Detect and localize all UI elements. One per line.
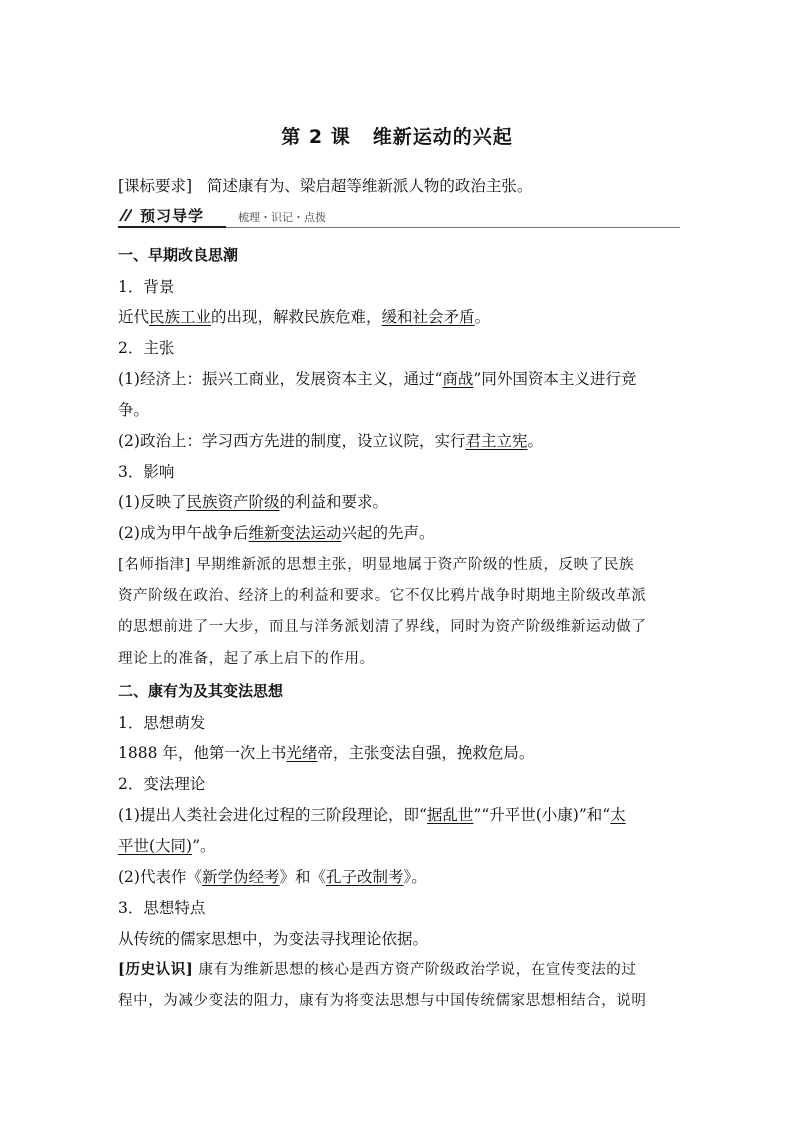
underlined-term: 民族工业 <box>149 308 212 326</box>
note-line: 资产阶级在政治、经济上的利益和要求。它不仅比鸦片战争时期地主阶级改革派 <box>118 588 647 604</box>
curriculum-requirement <box>118 174 532 196</box>
paragraph <box>118 367 636 389</box>
note-line: 的思想前进了一大步，而且与洋务派划清了界线，同时为资产阶级维新运动做了 <box>118 619 647 635</box>
text-span: 兴起的先声。 <box>341 524 435 542</box>
text-span: (1)经济上：振兴工商业，发展资本主义，通过“ <box>118 370 443 388</box>
note-text: 早期维新派的思想主张，明显地属于资产阶级的性质，反映了民族 <box>196 557 635 573</box>
text-span: 1888 年，他第一次上书 <box>118 744 287 762</box>
subheading: 3．影响 <box>118 463 175 481</box>
text-span: (2)政治上：学习西方先进的制度，设立议院，实行 <box>118 432 466 450</box>
note-line <box>118 958 636 979</box>
underlined-term: 民族资产阶级 <box>186 493 280 511</box>
section-banner <box>118 204 680 228</box>
text-span: (1)提出人类社会进化过程的三阶段理论，即“ <box>118 806 427 824</box>
underlined-term: 光绪 <box>286 744 318 762</box>
underlined-term: 孔子改制考 <box>326 868 404 886</box>
underlined-term: 维新变法运动 <box>248 524 342 542</box>
paragraph <box>118 521 435 543</box>
underlined-term: 据乱世 <box>426 806 474 824</box>
note-line: 理论上的准备，起了承上启下的作用。 <box>118 651 375 667</box>
paragraph-continued: 争。 <box>118 401 150 419</box>
underlined-term: 太 <box>610 806 626 824</box>
note-line <box>118 553 634 574</box>
paragraph <box>118 865 427 887</box>
note-label: [名师指津] <box>118 557 191 573</box>
lesson-name: 维新运动的兴起 <box>372 126 513 148</box>
subheading: 2．变法理论 <box>118 775 206 793</box>
paragraph <box>118 803 626 825</box>
paragraph <box>118 741 534 763</box>
banner-divider <box>226 227 680 228</box>
paragraph <box>118 429 543 451</box>
banner-rule <box>118 226 226 228</box>
text-span: (2)成为甲午战争后 <box>118 524 249 542</box>
text-span: 》和《 <box>279 868 326 886</box>
text-span: 帝，主张变法自强，挽救危局。 <box>317 744 535 762</box>
underlined-term: 君主立宪 <box>465 432 528 450</box>
note-line: 程中，为减少变法的阻力，康有为将变法思想与中国传统儒家思想相结合，说明 <box>118 993 647 1009</box>
note-text: 康有为维新思想的核心是西方资产阶级政治学说，在宣传变法的过 <box>198 962 637 978</box>
underlined-term: 缓和社会矛盾 <box>381 308 475 326</box>
subheading: 1．背景 <box>118 278 175 296</box>
lesson-number: 第 2 课 <box>281 126 351 148</box>
subheading: 3．思想特点 <box>118 899 206 917</box>
text-span: 。 <box>474 308 491 326</box>
banner-label: 预习导学 <box>140 207 205 225</box>
text-span: ”。 <box>192 837 216 855</box>
underlined-term: 商战 <box>442 370 474 388</box>
underlined-term: 新学伪经考 <box>201 868 280 886</box>
text-span: ”同外国资本主义进行竞 <box>473 370 637 388</box>
paragraph <box>118 305 490 327</box>
subheading: 2．主张 <box>118 339 175 357</box>
subheading: 1．思想萌发 <box>118 714 206 732</box>
paragraph <box>118 490 388 512</box>
section-heading: 二、康有为及其变法思想 <box>118 682 284 700</box>
text-span: 。 <box>527 432 543 450</box>
text-span: (2)代表作《 <box>118 868 202 886</box>
banner-subtitle: 梳理・识记・点拨 <box>238 211 326 224</box>
stripes-icon <box>118 208 132 222</box>
note-label: [历史认识] <box>118 961 194 978</box>
requirement-text: 简述康有为、梁启超等维新派人物的政治主张。 <box>206 177 533 195</box>
text-span: 》。 <box>403 868 427 886</box>
paragraph: 从传统的儒家思想中，为变法寻找理论依据。 <box>118 930 429 948</box>
requirement-label: [课标要求] <box>118 177 193 195</box>
section-heading: 一、早期改良思潮 <box>118 246 239 264</box>
page-title <box>0 122 794 149</box>
paragraph-continued <box>118 834 216 856</box>
underlined-term: 平世(大同) <box>118 837 193 855</box>
text-span: 近代 <box>118 308 150 326</box>
text-span: 的出现，解救民族危难， <box>211 308 382 326</box>
text-span: (1)反映了 <box>118 493 187 511</box>
text-span: 的利益和要求。 <box>279 493 388 511</box>
text-span: ”“升平世(小康)”和“ <box>473 806 611 824</box>
